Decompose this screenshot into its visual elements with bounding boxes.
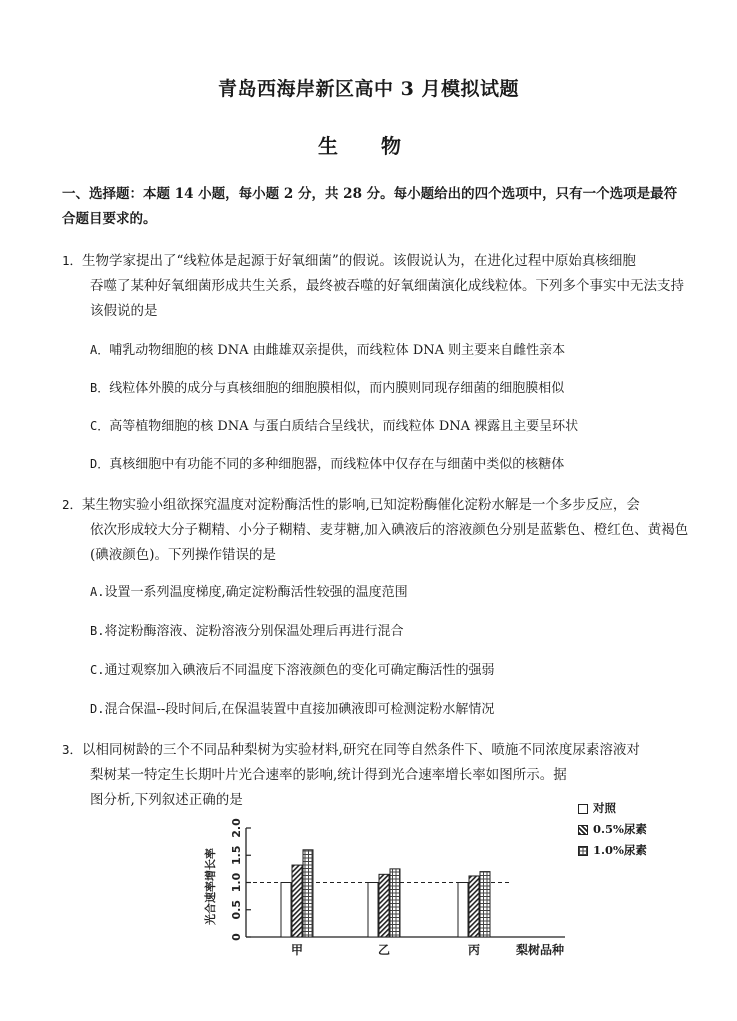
question-stem-rest: 梨树某一特定生长期叶片光合速率的影响,统计得到光合速率增长率如图所示。据图分析,下列叙述正确的是 [90, 767, 567, 808]
y-tick-label: 0.5 [230, 900, 243, 920]
option-2b: B.将淀粉酶溶液、淀粉溶液分别保温处理后再进行混合 [90, 624, 404, 639]
bar-2-1 [469, 876, 479, 937]
bar-0-0 [281, 883, 291, 938]
legend-item-05-urea: 0.5%尿素 [578, 821, 647, 837]
bar-2-2 [480, 872, 490, 937]
question-stem-line1: 某生物实验小组欲探究温度对淀粉酶活性的影响,已知淀粉酶催化淀粉水解是一个多步反应，会 [82, 497, 640, 513]
x-category-label: 丙 [467, 943, 481, 957]
x-axis-label: 梨树品种 [515, 943, 565, 957]
question-number: 3． [62, 742, 83, 757]
y-tick-label: 2.0 [230, 818, 243, 838]
bar-1-0 [368, 883, 378, 938]
question-number: 2． [62, 497, 83, 512]
option-1c: C．高等植物细胞的核 DNA 与蛋白质结合呈线状，而线粒体 DNA 裸露且主要呈环状 [90, 419, 579, 434]
legend-item-10-urea: 1.0%尿素 [578, 842, 647, 858]
bar-0-2 [303, 850, 313, 937]
question-stem-line1: 以相同树龄的三个不同品种梨树为实验材料,研究在同等自然条件下、喷施不同浓度尿素溶液对 [82, 742, 640, 758]
option-1b: B．线粒体外膜的成分与真核细胞的细胞膜相似，而内膜则同现存细菌的细胞膜相似 [90, 381, 565, 396]
x-category-label: 乙 [377, 943, 391, 957]
question-stem-rest: 吞噬了某种好氧细菌形成共生关系，最终被吞噬的好氧细菌演化成线粒体。下列多个事实中无法支持该假说的是 [90, 278, 684, 319]
bar-0-1 [292, 865, 302, 937]
question-stem-line1: 生物学家提出了“线粒体是起源于好氧细菌”的假说。该假说认为，在进化过程中原始真核细胞 [82, 253, 636, 269]
question-stem-rest: 依次形成较大分子糊精、小分子糊精、麦芽糖,加入碘液后的溶液颜色分别是蓝紫色、橙红色、黄褐色(碘液颜色)。下列操作错误的是 [90, 522, 689, 563]
exam-title: 青岛西海岸新区高中 3 月模拟试题 [218, 78, 519, 100]
subject-title: 生 物 [318, 134, 419, 158]
y-tick-label: 0 [230, 933, 243, 941]
option-2d: D.混合保温--段时间后,在保温装置中直接加碘液即可检测淀粉水解情况 [90, 702, 495, 717]
x-category-label: 甲 [290, 943, 304, 957]
y-tick-label: 1.5 [230, 845, 243, 865]
y-axis-label: 光合速率增长率 [204, 848, 217, 925]
bar-2-0 [458, 883, 468, 938]
bar-1-1 [379, 874, 389, 937]
option-2c: C.通过观察加入碘液后不同温度下溶液颜色的变化可确定酶活性的强弱 [90, 663, 495, 678]
option-1d: D．真核细胞中有功能不同的多种细胞器，而线粒体中仅存在与细菌中类似的核糖体 [90, 457, 565, 472]
question-number: 1． [62, 253, 83, 268]
option-1a: A．哺乳动物细胞的核 DNA 由雌雄双亲提供，而线粒体 DNA 则主要来自雌性亲本 [90, 343, 566, 358]
legend-item-control: 对照 [578, 800, 616, 816]
section-instructions: 一、选择题：本题 14 小题，每小题 2 分，共 28 分。每小题给出的四个选项中，只有一个选项是最符合题目要求的。 [62, 186, 678, 227]
bar-1-2 [390, 869, 400, 937]
y-tick-label: 1.0 [230, 872, 243, 893]
option-2a: A.设置一系列温度梯度,确定淀粉酶活性较强的温度范围 [90, 585, 408, 600]
